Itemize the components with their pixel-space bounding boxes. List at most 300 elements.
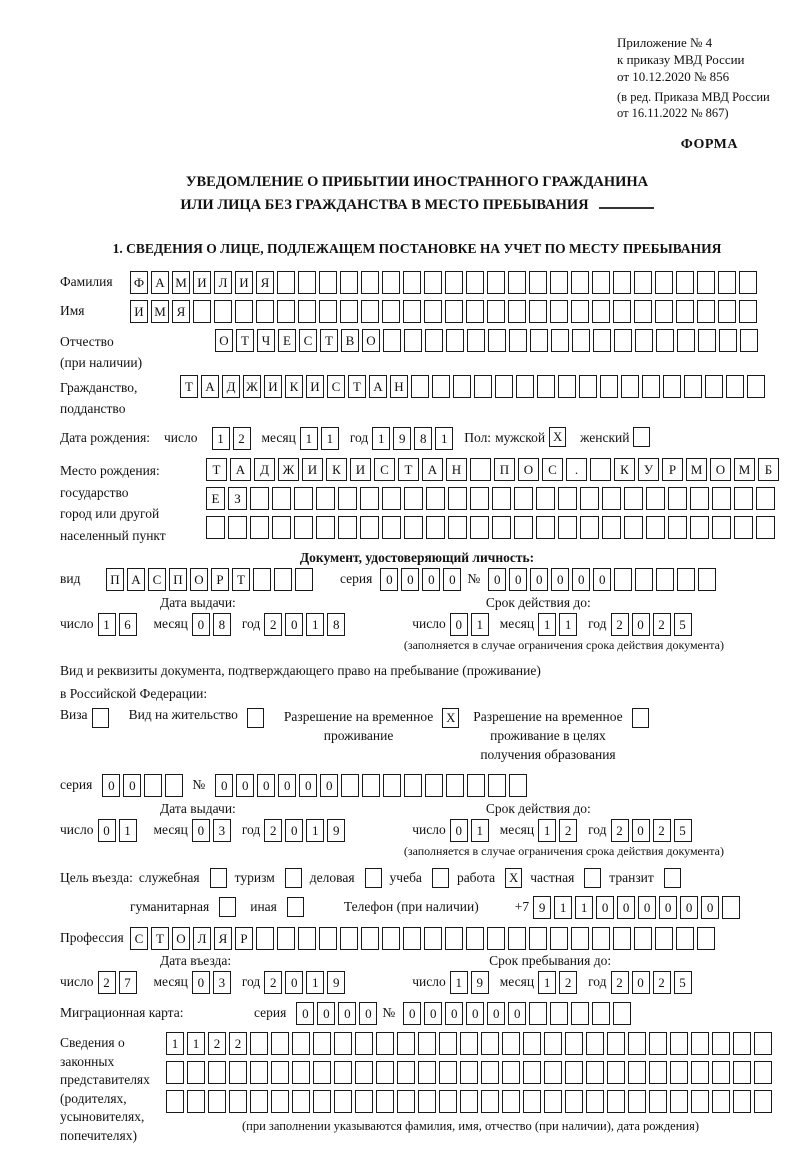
char-cell[interactable] xyxy=(544,1032,562,1055)
char-cell[interactable]: Д xyxy=(222,375,240,398)
char-cell[interactable]: 0 xyxy=(192,971,210,994)
char-cell[interactable]: Ч xyxy=(257,329,275,352)
char-cell[interactable]: О xyxy=(710,458,731,481)
char-cell[interactable]: 0 xyxy=(299,774,317,797)
char-cell[interactable]: 0 xyxy=(285,819,303,842)
char-cell[interactable] xyxy=(470,487,489,510)
char-cell[interactable] xyxy=(466,271,484,294)
char-cell[interactable] xyxy=(382,516,401,539)
purpose-private-checkbox[interactable] xyxy=(584,868,601,888)
char-cell[interactable] xyxy=(481,1090,499,1113)
char-cell[interactable] xyxy=(355,1032,373,1055)
char-cell[interactable]: 0 xyxy=(320,774,338,797)
char-cell[interactable] xyxy=(733,1061,751,1084)
char-cell[interactable] xyxy=(166,1061,184,1084)
char-cell[interactable] xyxy=(663,375,681,398)
char-cell[interactable]: Ж xyxy=(278,458,299,481)
char-cell[interactable] xyxy=(253,568,271,591)
char-cell[interactable] xyxy=(509,329,527,352)
char-cell[interactable]: 2 xyxy=(233,427,251,450)
char-cell[interactable] xyxy=(580,516,599,539)
char-cell[interactable] xyxy=(474,375,492,398)
char-cell[interactable] xyxy=(624,487,643,510)
char-cell[interactable]: 0 xyxy=(593,568,611,591)
char-cell[interactable] xyxy=(382,300,400,323)
char-cell[interactable] xyxy=(733,1032,751,1055)
char-cell[interactable] xyxy=(649,1090,667,1113)
char-cell[interactable] xyxy=(250,1061,268,1084)
char-cell[interactable]: 1 xyxy=(321,427,339,450)
char-cell[interactable] xyxy=(676,927,694,950)
char-cell[interactable]: У xyxy=(638,458,659,481)
char-cell[interactable] xyxy=(208,1090,226,1113)
char-cell[interactable]: 1 xyxy=(98,613,116,636)
char-cell[interactable]: О xyxy=(518,458,539,481)
char-cell[interactable] xyxy=(634,271,652,294)
char-cell[interactable] xyxy=(592,927,610,950)
char-cell[interactable]: 0 xyxy=(701,896,719,919)
char-cell[interactable] xyxy=(334,1032,352,1055)
char-cell[interactable] xyxy=(382,487,401,510)
char-cell[interactable]: В xyxy=(341,329,359,352)
char-cell[interactable]: 2 xyxy=(208,1032,226,1055)
char-cell[interactable]: Ф xyxy=(130,271,148,294)
char-cell[interactable] xyxy=(572,329,590,352)
char-cell[interactable]: 1 xyxy=(538,613,556,636)
char-cell[interactable] xyxy=(229,1061,247,1084)
char-cell[interactable]: 0 xyxy=(215,774,233,797)
char-cell[interactable]: 1 xyxy=(372,427,390,450)
char-cell[interactable] xyxy=(481,1032,499,1055)
char-cell[interactable] xyxy=(649,1061,667,1084)
char-cell[interactable]: С xyxy=(148,568,166,591)
char-cell[interactable] xyxy=(690,516,709,539)
char-cell[interactable] xyxy=(565,1061,583,1084)
char-cell[interactable] xyxy=(655,927,673,950)
char-cell[interactable]: О xyxy=(172,927,190,950)
char-cell[interactable]: 7 xyxy=(119,971,137,994)
char-cell[interactable] xyxy=(319,271,337,294)
char-cell[interactable] xyxy=(319,300,337,323)
char-cell[interactable] xyxy=(537,375,555,398)
char-cell[interactable] xyxy=(514,516,533,539)
char-cell[interactable] xyxy=(733,1090,751,1113)
char-cell[interactable] xyxy=(508,927,526,950)
char-cell[interactable] xyxy=(466,927,484,950)
char-cell[interactable]: 0 xyxy=(445,1002,463,1025)
char-cell[interactable] xyxy=(712,1090,730,1113)
visa-checkbox[interactable] xyxy=(92,708,109,728)
char-cell[interactable] xyxy=(558,375,576,398)
char-cell[interactable] xyxy=(166,1090,184,1113)
char-cell[interactable] xyxy=(361,300,379,323)
char-cell[interactable] xyxy=(250,1090,268,1113)
char-cell[interactable]: И xyxy=(130,300,148,323)
char-cell[interactable]: Р xyxy=(211,568,229,591)
char-cell[interactable]: 1 xyxy=(187,1032,205,1055)
char-cell[interactable] xyxy=(418,1090,436,1113)
char-cell[interactable] xyxy=(487,927,505,950)
char-cell[interactable] xyxy=(424,271,442,294)
char-cell[interactable] xyxy=(649,1032,667,1055)
char-cell[interactable] xyxy=(460,1061,478,1084)
char-cell[interactable]: 6 xyxy=(119,613,137,636)
char-cell[interactable] xyxy=(677,568,695,591)
char-cell[interactable] xyxy=(292,1090,310,1113)
char-cell[interactable]: Я xyxy=(256,271,274,294)
char-cell[interactable]: 0 xyxy=(450,819,468,842)
char-cell[interactable]: 1 xyxy=(538,971,556,994)
char-cell[interactable] xyxy=(439,1061,457,1084)
char-cell[interactable] xyxy=(628,1061,646,1084)
char-cell[interactable] xyxy=(712,516,731,539)
char-cell[interactable]: 5 xyxy=(674,971,692,994)
char-cell[interactable] xyxy=(634,300,652,323)
char-cell[interactable]: И xyxy=(302,458,323,481)
char-cell[interactable] xyxy=(361,271,379,294)
char-cell[interactable]: 2 xyxy=(98,971,116,994)
purpose-transit-checkbox[interactable] xyxy=(664,868,681,888)
char-cell[interactable] xyxy=(361,927,379,950)
char-cell[interactable] xyxy=(256,927,274,950)
char-cell[interactable]: Е xyxy=(278,329,296,352)
char-cell[interactable]: 0 xyxy=(551,568,569,591)
char-cell[interactable]: Р xyxy=(662,458,683,481)
char-cell[interactable]: 1 xyxy=(450,971,468,994)
char-cell[interactable]: М xyxy=(172,271,190,294)
char-cell[interactable] xyxy=(698,568,716,591)
char-cell[interactable] xyxy=(334,1061,352,1084)
char-cell[interactable] xyxy=(340,927,358,950)
purpose-work-checkbox[interactable]: X xyxy=(505,868,522,888)
char-cell[interactable] xyxy=(338,516,357,539)
char-cell[interactable]: 0 xyxy=(659,896,677,919)
char-cell[interactable] xyxy=(614,568,632,591)
char-cell[interactable] xyxy=(229,1090,247,1113)
char-cell[interactable]: 0 xyxy=(572,568,590,591)
char-cell[interactable] xyxy=(550,1002,568,1025)
char-cell[interactable]: П xyxy=(494,458,515,481)
char-cell[interactable] xyxy=(668,516,687,539)
char-cell[interactable]: 0 xyxy=(530,568,548,591)
char-cell[interactable]: И xyxy=(193,271,211,294)
char-cell[interactable]: 0 xyxy=(508,1002,526,1025)
char-cell[interactable] xyxy=(754,1032,772,1055)
char-cell[interactable] xyxy=(529,300,547,323)
purpose-official-checkbox[interactable] xyxy=(210,868,227,888)
char-cell[interactable]: 3 xyxy=(213,971,231,994)
char-cell[interactable] xyxy=(670,1032,688,1055)
char-cell[interactable]: 8 xyxy=(327,613,345,636)
char-cell[interactable]: А xyxy=(230,458,251,481)
char-cell[interactable] xyxy=(487,300,505,323)
char-cell[interactable] xyxy=(691,1061,709,1084)
char-cell[interactable] xyxy=(295,568,313,591)
char-cell[interactable] xyxy=(495,375,513,398)
char-cell[interactable]: 0 xyxy=(466,1002,484,1025)
char-cell[interactable]: 1 xyxy=(306,613,324,636)
char-cell[interactable] xyxy=(655,300,673,323)
char-cell[interactable]: Я xyxy=(214,927,232,950)
char-cell[interactable]: П xyxy=(106,568,124,591)
char-cell[interactable]: И xyxy=(350,458,371,481)
char-cell[interactable]: С xyxy=(327,375,345,398)
char-cell[interactable]: 0 xyxy=(443,568,461,591)
char-cell[interactable]: 5 xyxy=(674,819,692,842)
char-cell[interactable] xyxy=(316,516,335,539)
char-cell[interactable] xyxy=(340,300,358,323)
char-cell[interactable] xyxy=(460,1032,478,1055)
char-cell[interactable] xyxy=(187,1090,205,1113)
char-cell[interactable] xyxy=(418,1061,436,1084)
char-cell[interactable]: Л xyxy=(214,271,232,294)
char-cell[interactable]: Я xyxy=(172,300,190,323)
char-cell[interactable] xyxy=(719,329,737,352)
char-cell[interactable]: 0 xyxy=(285,971,303,994)
char-cell[interactable]: Т xyxy=(151,927,169,950)
char-cell[interactable] xyxy=(705,375,723,398)
char-cell[interactable] xyxy=(445,300,463,323)
char-cell[interactable]: 0 xyxy=(422,568,440,591)
char-cell[interactable]: 0 xyxy=(509,568,527,591)
char-cell[interactable] xyxy=(298,927,316,950)
char-cell[interactable]: А xyxy=(127,568,145,591)
char-cell[interactable] xyxy=(460,1090,478,1113)
char-cell[interactable]: 0 xyxy=(278,774,296,797)
char-cell[interactable] xyxy=(529,927,547,950)
char-cell[interactable]: С xyxy=(542,458,563,481)
char-cell[interactable] xyxy=(593,329,611,352)
char-cell[interactable] xyxy=(376,1090,394,1113)
char-cell[interactable] xyxy=(571,300,589,323)
char-cell[interactable] xyxy=(292,1061,310,1084)
char-cell[interactable] xyxy=(571,271,589,294)
char-cell[interactable] xyxy=(614,329,632,352)
char-cell[interactable]: О xyxy=(215,329,233,352)
char-cell[interactable] xyxy=(404,329,422,352)
char-cell[interactable]: И xyxy=(306,375,324,398)
char-cell[interactable]: 1 xyxy=(119,819,137,842)
char-cell[interactable] xyxy=(607,1061,625,1084)
char-cell[interactable]: 0 xyxy=(317,1002,335,1025)
char-cell[interactable] xyxy=(571,927,589,950)
char-cell[interactable]: 0 xyxy=(192,819,210,842)
char-cell[interactable]: А xyxy=(151,271,169,294)
char-cell[interactable] xyxy=(634,927,652,950)
char-cell[interactable] xyxy=(439,1090,457,1113)
char-cell[interactable] xyxy=(432,375,450,398)
char-cell[interactable] xyxy=(383,329,401,352)
char-cell[interactable]: 1 xyxy=(435,427,453,450)
sex-male-checkbox[interactable]: X xyxy=(549,427,566,447)
char-cell[interactable]: М xyxy=(151,300,169,323)
char-cell[interactable] xyxy=(676,300,694,323)
char-cell[interactable] xyxy=(487,271,505,294)
char-cell[interactable] xyxy=(426,516,445,539)
char-cell[interactable] xyxy=(292,1032,310,1055)
char-cell[interactable] xyxy=(624,516,643,539)
char-cell[interactable]: 0 xyxy=(488,568,506,591)
char-cell[interactable] xyxy=(656,329,674,352)
char-cell[interactable] xyxy=(404,487,423,510)
char-cell[interactable]: 1 xyxy=(300,427,318,450)
char-cell[interactable] xyxy=(550,300,568,323)
char-cell[interactable]: 0 xyxy=(236,774,254,797)
char-cell[interactable] xyxy=(313,1061,331,1084)
char-cell[interactable] xyxy=(228,516,247,539)
char-cell[interactable] xyxy=(734,487,753,510)
char-cell[interactable] xyxy=(697,300,715,323)
char-cell[interactable] xyxy=(635,568,653,591)
char-cell[interactable] xyxy=(355,1061,373,1084)
purpose-study-checkbox[interactable] xyxy=(432,868,449,888)
sex-female-checkbox[interactable] xyxy=(633,427,650,447)
char-cell[interactable]: И xyxy=(235,271,253,294)
char-cell[interactable]: 2 xyxy=(264,613,282,636)
char-cell[interactable]: 0 xyxy=(98,819,116,842)
char-cell[interactable] xyxy=(272,487,291,510)
char-cell[interactable] xyxy=(508,300,526,323)
char-cell[interactable] xyxy=(165,774,183,797)
char-cell[interactable] xyxy=(550,927,568,950)
char-cell[interactable]: Т xyxy=(236,329,254,352)
char-cell[interactable]: 9 xyxy=(471,971,489,994)
char-cell[interactable]: 0 xyxy=(638,896,656,919)
char-cell[interactable] xyxy=(466,300,484,323)
char-cell[interactable]: О xyxy=(362,329,380,352)
char-cell[interactable] xyxy=(516,375,534,398)
char-cell[interactable] xyxy=(382,927,400,950)
char-cell[interactable] xyxy=(277,271,295,294)
char-cell[interactable] xyxy=(529,271,547,294)
char-cell[interactable] xyxy=(756,487,775,510)
char-cell[interactable] xyxy=(235,300,253,323)
char-cell[interactable] xyxy=(271,1032,289,1055)
char-cell[interactable] xyxy=(383,774,401,797)
char-cell[interactable]: 9 xyxy=(393,427,411,450)
char-cell[interactable] xyxy=(467,329,485,352)
char-cell[interactable]: 3 xyxy=(213,819,231,842)
char-cell[interactable] xyxy=(712,487,731,510)
char-cell[interactable] xyxy=(670,1061,688,1084)
char-cell[interactable] xyxy=(722,896,740,919)
char-cell[interactable] xyxy=(425,329,443,352)
char-cell[interactable]: А xyxy=(201,375,219,398)
char-cell[interactable] xyxy=(523,1061,541,1084)
char-cell[interactable] xyxy=(509,774,527,797)
char-cell[interactable] xyxy=(404,516,423,539)
char-cell[interactable] xyxy=(313,1032,331,1055)
char-cell[interactable] xyxy=(565,1090,583,1113)
char-cell[interactable] xyxy=(691,1090,709,1113)
char-cell[interactable]: 0 xyxy=(632,613,650,636)
char-cell[interactable] xyxy=(424,300,442,323)
char-cell[interactable]: 0 xyxy=(102,774,120,797)
char-cell[interactable]: К xyxy=(326,458,347,481)
purpose-tourism-checkbox[interactable] xyxy=(285,868,302,888)
char-cell[interactable]: 0 xyxy=(632,971,650,994)
char-cell[interactable] xyxy=(488,329,506,352)
char-cell[interactable] xyxy=(397,1032,415,1055)
char-cell[interactable] xyxy=(613,300,631,323)
char-cell[interactable]: М xyxy=(686,458,707,481)
char-cell[interactable] xyxy=(271,1061,289,1084)
char-cell[interactable] xyxy=(740,329,758,352)
char-cell[interactable]: 0 xyxy=(487,1002,505,1025)
char-cell[interactable]: Н xyxy=(446,458,467,481)
char-cell[interactable] xyxy=(635,329,653,352)
char-cell[interactable] xyxy=(397,1061,415,1084)
char-cell[interactable]: 2 xyxy=(611,613,629,636)
char-cell[interactable] xyxy=(250,487,269,510)
char-cell[interactable] xyxy=(684,375,702,398)
char-cell[interactable]: 0 xyxy=(123,774,141,797)
char-cell[interactable]: 1 xyxy=(212,427,230,450)
char-cell[interactable] xyxy=(747,375,765,398)
char-cell[interactable] xyxy=(726,375,744,398)
char-cell[interactable]: З xyxy=(228,487,247,510)
char-cell[interactable] xyxy=(529,1002,547,1025)
char-cell[interactable]: 2 xyxy=(559,819,577,842)
char-cell[interactable] xyxy=(418,1032,436,1055)
char-cell[interactable]: 1 xyxy=(554,896,572,919)
char-cell[interactable]: 2 xyxy=(653,819,671,842)
char-cell[interactable]: О xyxy=(190,568,208,591)
char-cell[interactable]: 1 xyxy=(538,819,556,842)
char-cell[interactable] xyxy=(360,516,379,539)
char-cell[interactable]: 2 xyxy=(653,613,671,636)
char-cell[interactable]: И xyxy=(264,375,282,398)
char-cell[interactable] xyxy=(607,1090,625,1113)
char-cell[interactable] xyxy=(272,516,291,539)
char-cell[interactable] xyxy=(403,927,421,950)
char-cell[interactable] xyxy=(697,927,715,950)
char-cell[interactable]: 2 xyxy=(229,1032,247,1055)
char-cell[interactable] xyxy=(551,329,569,352)
char-cell[interactable] xyxy=(571,1002,589,1025)
char-cell[interactable]: К xyxy=(614,458,635,481)
char-cell[interactable] xyxy=(376,1061,394,1084)
char-cell[interactable] xyxy=(445,927,463,950)
char-cell[interactable] xyxy=(448,516,467,539)
char-cell[interactable] xyxy=(404,774,422,797)
char-cell[interactable] xyxy=(274,568,292,591)
char-cell[interactable] xyxy=(470,516,489,539)
char-cell[interactable] xyxy=(718,300,736,323)
char-cell[interactable]: 0 xyxy=(403,1002,421,1025)
char-cell[interactable]: 0 xyxy=(285,613,303,636)
char-cell[interactable] xyxy=(646,516,665,539)
char-cell[interactable] xyxy=(298,271,316,294)
char-cell[interactable]: Е xyxy=(206,487,225,510)
char-cell[interactable] xyxy=(544,1061,562,1084)
char-cell[interactable] xyxy=(592,1002,610,1025)
char-cell[interactable] xyxy=(558,516,577,539)
char-cell[interactable] xyxy=(376,1032,394,1055)
char-cell[interactable] xyxy=(677,329,695,352)
char-cell[interactable] xyxy=(256,300,274,323)
char-cell[interactable]: М xyxy=(734,458,755,481)
char-cell[interactable] xyxy=(277,300,295,323)
char-cell[interactable] xyxy=(592,300,610,323)
char-cell[interactable]: 0 xyxy=(380,568,398,591)
char-cell[interactable]: С xyxy=(130,927,148,950)
char-cell[interactable]: 1 xyxy=(559,613,577,636)
char-cell[interactable] xyxy=(453,375,471,398)
blank-underline[interactable] xyxy=(599,207,654,209)
char-cell[interactable] xyxy=(397,1090,415,1113)
char-cell[interactable]: 8 xyxy=(414,427,432,450)
